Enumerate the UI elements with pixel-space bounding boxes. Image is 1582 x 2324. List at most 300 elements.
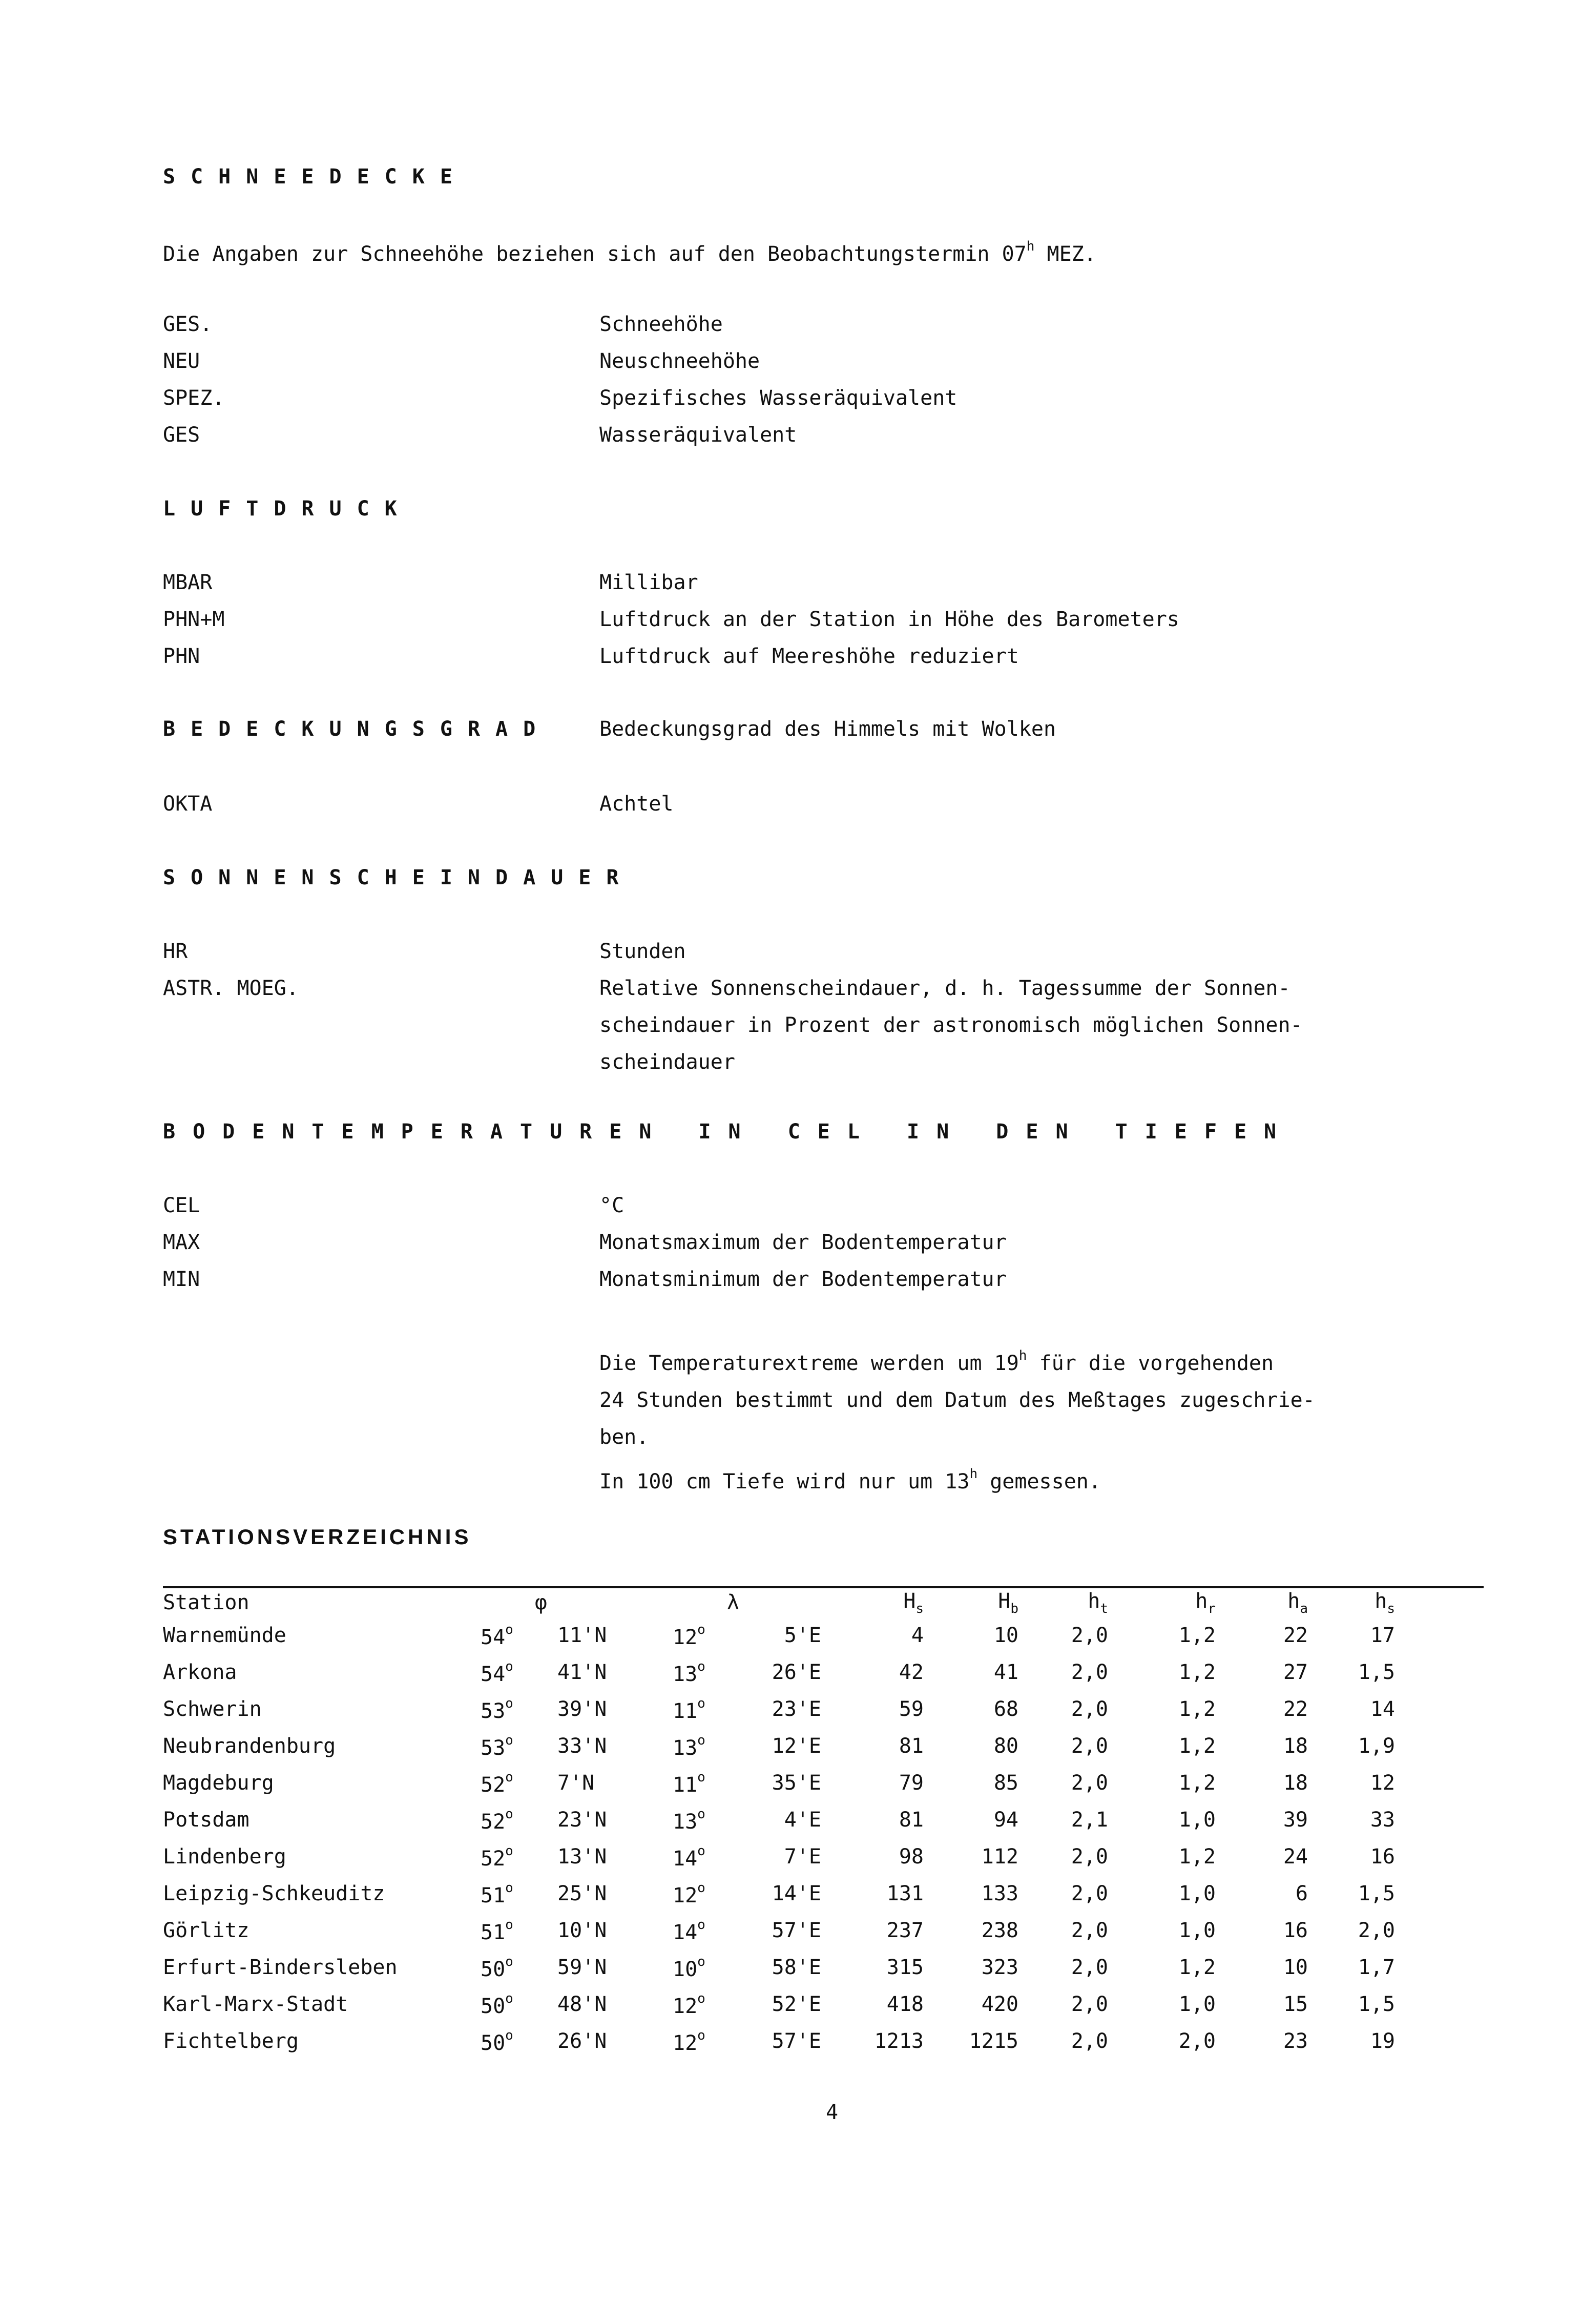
latitude-degrees <box>481 1801 557 1838</box>
header-base: h <box>1088 1589 1100 1613</box>
barometer-height-value: 85 <box>993 1771 1018 1795</box>
longitude-degrees-value: 13 <box>673 1810 698 1834</box>
table-row <box>163 1838 1395 1875</box>
station-height <box>821 1912 924 1949</box>
station-name-value: Potsdam <box>163 1808 249 1832</box>
anemometer-height-value: 15 <box>1283 1993 1308 2016</box>
degree-symbol: o <box>505 1769 513 1785</box>
schneedecke-note-sup: h <box>1026 239 1035 254</box>
thermometer-height-value: 2,0 <box>1071 2029 1108 2053</box>
table-row <box>163 1617 1395 1654</box>
latitude-degrees <box>481 1838 557 1875</box>
col-hs2-header <box>1308 1588 1395 1617</box>
note-text: In 100 cm Tiefe wird nur um 13 <box>599 1470 970 1493</box>
thermometer-height-value: 2,0 <box>1071 1993 1108 2016</box>
longitude-minutes <box>739 1691 821 1728</box>
thermometer-height-value: 2,0 <box>1071 1697 1108 1721</box>
station-height-value: 4 <box>911 1624 924 1647</box>
station-name <box>163 1949 481 1986</box>
longitude-degrees-value: 12 <box>673 1883 698 1907</box>
note-sup: h <box>1018 1348 1027 1363</box>
table-row <box>163 1691 1395 1728</box>
anemometer-height <box>1216 1617 1308 1654</box>
thermometer-height-value: 2,0 <box>1071 1771 1108 1795</box>
station-height <box>821 1801 924 1838</box>
station-name <box>163 1728 481 1765</box>
barometer-height <box>924 1801 1018 1838</box>
degree-symbol: o <box>697 1990 705 2006</box>
definition-value: Monatsminimum der Bodentemperatur <box>599 1268 1007 1291</box>
definition-value: Stunden <box>599 940 686 963</box>
col-phi-spacer <box>557 1588 673 1617</box>
longitude-degrees-value: 11 <box>673 1699 698 1723</box>
latitude-degrees-value: 50 <box>481 2031 506 2055</box>
latitude-degrees <box>481 1986 557 2023</box>
station-height-value: 131 <box>886 1882 924 1905</box>
degree-symbol: o <box>505 1843 513 1859</box>
latitude-degrees <box>481 1765 557 1801</box>
thermometer-height <box>1018 1728 1108 1765</box>
degree-symbol: o <box>697 1622 705 1637</box>
anemometer-height <box>1216 1949 1308 1986</box>
longitude-minutes <box>739 1765 821 1801</box>
definition-key: PHN+M <box>163 608 225 631</box>
station-height <box>821 1617 924 1654</box>
header-base: H <box>903 1589 916 1613</box>
note-line: ben. <box>599 1425 649 1449</box>
longitude-degrees <box>673 1875 739 1912</box>
header-sub: a <box>1300 1601 1308 1616</box>
longitude-degrees <box>673 2023 739 2060</box>
station-height <box>821 1986 924 2023</box>
station-height-value: 79 <box>899 1771 924 1795</box>
rain-gauge-height-value: 1,2 <box>1178 1661 1216 1684</box>
station-name <box>163 2023 481 2060</box>
barometer-height <box>924 1912 1018 1949</box>
latitude-minutes-value: 11'N <box>557 1624 607 1647</box>
thermometer-height-value: 2,0 <box>1071 1956 1108 1979</box>
col-hr-header <box>1108 1588 1216 1617</box>
latitude-degrees <box>481 1949 557 1986</box>
station-height-value: 42 <box>899 1661 924 1684</box>
longitude-minutes <box>739 1949 821 1986</box>
station-height-value: 237 <box>886 1919 924 1942</box>
anemometer-height-value: 10 <box>1283 1956 1308 1979</box>
station-name <box>163 1838 481 1875</box>
definition-key: OKTA <box>163 792 213 816</box>
longitude-degrees-value: 13 <box>673 1662 698 1686</box>
anemometer-height <box>1216 1838 1308 1875</box>
note-line <box>599 1456 1315 1500</box>
longitude-degrees-value: 13 <box>673 1736 698 1760</box>
station-height-value: 418 <box>886 1993 924 2016</box>
station-height <box>821 1949 924 1986</box>
anemometer-height-value: 24 <box>1283 1845 1308 1869</box>
definition-value: Millibar <box>599 571 698 594</box>
table-row <box>163 1949 1395 1986</box>
sunshine-recorder-height <box>1308 1728 1395 1765</box>
degree-symbol: o <box>697 1658 705 1674</box>
col-ht-header <box>1018 1588 1108 1617</box>
barometer-height <box>924 1875 1018 1912</box>
latitude-degrees <box>481 1691 557 1728</box>
degree-symbol: o <box>697 1843 705 1859</box>
station-table-body <box>163 1617 1395 2060</box>
latitude-minutes <box>557 1617 673 1654</box>
station-height-value: 81 <box>899 1734 924 1758</box>
barometer-height-value: 10 <box>993 1624 1018 1647</box>
station-name <box>163 1912 481 1949</box>
anemometer-height-value: 22 <box>1283 1624 1308 1647</box>
latitude-degrees-value: 50 <box>481 1957 506 1981</box>
barometer-height-value: 133 <box>981 1882 1018 1905</box>
bodentemperaturen-note <box>599 1337 1315 1500</box>
degree-symbol: o <box>697 1769 705 1785</box>
latitude-minutes <box>557 1691 673 1728</box>
barometer-height <box>924 1838 1018 1875</box>
note-sup: h <box>969 1466 978 1482</box>
schneedecke-note <box>163 239 1096 266</box>
longitude-minutes-value: 57'E <box>772 1919 821 1942</box>
barometer-height-value: 41 <box>993 1661 1018 1684</box>
degree-symbol: o <box>697 1806 705 1822</box>
longitude-minutes <box>739 1654 821 1691</box>
barometer-height <box>924 1765 1018 1801</box>
anemometer-height-value: 6 <box>1295 1882 1308 1905</box>
latitude-degrees <box>481 1728 557 1765</box>
longitude-degrees <box>673 1912 739 1949</box>
station-height <box>821 1728 924 1765</box>
station-name-value: Fichtelberg <box>163 2029 299 2053</box>
latitude-degrees-value: 50 <box>481 1994 506 2018</box>
rain-gauge-height <box>1108 1986 1216 2023</box>
longitude-minutes-value: 12'E <box>772 1734 821 1758</box>
longitude-minutes-value: 7'E <box>784 1845 821 1869</box>
section-title-stationsverzeichnis: STATIONSVERZEICHNIS <box>163 1525 472 1549</box>
degree-symbol: o <box>505 2027 513 2043</box>
degree-symbol: o <box>505 1622 513 1637</box>
rain-gauge-height-value: 2,0 <box>1178 2029 1216 2053</box>
sunshine-recorder-height <box>1308 1949 1395 1986</box>
degree-symbol: o <box>505 1917 513 1933</box>
rain-gauge-height-value: 1,2 <box>1178 1734 1216 1758</box>
station-name-value: Schwerin <box>163 1697 262 1721</box>
section-title-schneedecke: SCHNEEDECKE <box>163 165 468 189</box>
latitude-degrees-value: 52 <box>481 1810 506 1834</box>
latitude-degrees-value: 54 <box>481 1662 506 1686</box>
table-row <box>163 2023 1395 2060</box>
barometer-height-value: 94 <box>993 1808 1018 1832</box>
longitude-minutes-value: 23'E <box>772 1697 821 1721</box>
thermometer-height-value: 2,0 <box>1071 1624 1108 1647</box>
station-height <box>821 1765 924 1801</box>
anemometer-height <box>1216 1654 1308 1691</box>
sunshine-recorder-height <box>1308 1801 1395 1838</box>
latitude-minutes <box>557 1875 673 1912</box>
col-lambda-header: λ <box>726 1591 739 1614</box>
definition-key: GES. <box>163 313 213 336</box>
sunshine-recorder-height <box>1308 1912 1395 1949</box>
latitude-degrees-value: 54 <box>481 1625 506 1649</box>
definition-key: GES <box>163 423 200 447</box>
anemometer-height-value: 23 <box>1283 2029 1308 2053</box>
barometer-height <box>924 1691 1018 1728</box>
definition-value: Neuschneehöhe <box>599 349 760 373</box>
longitude-minutes-value: 58'E <box>772 1956 821 1979</box>
station-height <box>821 1691 924 1728</box>
definition-key: MAX <box>163 1231 200 1254</box>
station-name-value: Warnemünde <box>163 1624 286 1647</box>
latitude-minutes-value: 10'N <box>557 1919 607 1942</box>
rain-gauge-height-value: 1,2 <box>1178 1624 1216 1647</box>
latitude-minutes-value: 26'N <box>557 2029 607 2053</box>
sunshine-recorder-height-value: 1,5 <box>1358 1661 1395 1684</box>
latitude-minutes <box>557 1765 673 1801</box>
rain-gauge-height <box>1108 1728 1216 1765</box>
table-row <box>163 1654 1395 1691</box>
longitude-minutes-value: 4'E <box>784 1808 821 1832</box>
page-number: 4 <box>826 2101 839 2124</box>
latitude-degrees <box>481 1617 557 1654</box>
latitude-minutes-value: 39'N <box>557 1697 607 1721</box>
barometer-height <box>924 2023 1018 2060</box>
sunshine-recorder-height-value: 14 <box>1370 1697 1395 1721</box>
station-height-value: 1213 <box>874 2029 924 2053</box>
definition-value: Relative Sonnenscheindauer, d. h. Tagessumme der Sonnen- <box>599 977 1290 1000</box>
longitude-minutes <box>739 1986 821 2023</box>
header-sub: r <box>1208 1601 1216 1616</box>
thermometer-height-value: 2,0 <box>1071 1882 1108 1905</box>
header-sub: s <box>915 1601 924 1616</box>
station-name-value: Neubrandenburg <box>163 1734 336 1758</box>
rain-gauge-height <box>1108 1875 1216 1912</box>
thermometer-height <box>1018 1838 1108 1875</box>
latitude-minutes-value: 7'N <box>557 1771 595 1795</box>
degree-symbol: o <box>697 1695 705 1711</box>
station-name <box>163 1654 481 1691</box>
station-name <box>163 1875 481 1912</box>
sunshine-recorder-height <box>1308 1875 1395 1912</box>
barometer-height <box>924 1986 1018 2023</box>
rain-gauge-height <box>1108 1691 1216 1728</box>
definition-key: PHN <box>163 645 200 668</box>
longitude-minutes <box>739 2023 821 2060</box>
rain-gauge-height-value: 1,0 <box>1178 1882 1216 1905</box>
thermometer-height <box>1018 1801 1108 1838</box>
anemometer-height-value: 18 <box>1283 1771 1308 1795</box>
longitude-degrees <box>673 1801 739 1838</box>
rain-gauge-height <box>1108 1765 1216 1801</box>
station-name-value: Karl-Marx-Stadt <box>163 1993 348 2016</box>
thermometer-height-value: 2,0 <box>1071 1661 1108 1684</box>
note-text: für die vorgehenden <box>1027 1352 1274 1375</box>
section-title-sonnenscheindauer: SONNENSCHEINDAUER <box>163 866 634 889</box>
longitude-minutes-value: 52'E <box>772 1993 821 2016</box>
sunshine-recorder-height-value: 16 <box>1370 1845 1395 1869</box>
table-row <box>163 1875 1395 1912</box>
latitude-minutes <box>557 1838 673 1875</box>
definition-value-continued: scheindauer in Prozent der astronomisch möglichen Sonnen- <box>599 1013 1303 1037</box>
longitude-minutes-value: 14'E <box>772 1882 821 1905</box>
degree-symbol: o <box>505 1990 513 2006</box>
thermometer-height <box>1018 1691 1108 1728</box>
longitude-minutes <box>739 1875 821 1912</box>
sunshine-recorder-height-value: 1,5 <box>1358 1882 1395 1905</box>
note-text: Die Temperaturextreme werden um 19 <box>599 1352 1019 1375</box>
barometer-height <box>924 1949 1018 1986</box>
anemometer-height-value: 16 <box>1283 1919 1308 1942</box>
col-station-header: Station <box>163 1591 249 1614</box>
sunshine-recorder-height <box>1308 1617 1395 1654</box>
longitude-degrees-value: 11 <box>673 1773 698 1797</box>
sunshine-recorder-height-value: 33 <box>1370 1808 1395 1832</box>
header-sub: t <box>1100 1601 1108 1616</box>
sunshine-recorder-height-value: 1,5 <box>1358 1993 1395 2016</box>
degree-symbol: o <box>505 1954 513 1969</box>
sunshine-recorder-height-value: 1,7 <box>1358 1956 1395 1979</box>
station-height-value: 59 <box>899 1697 924 1721</box>
definition-key: CEL <box>163 1194 200 1217</box>
station-name <box>163 1765 481 1801</box>
latitude-degrees <box>481 2023 557 2060</box>
section-title-bedeckungsgrad: BEDECKUNGSGRAD <box>163 717 551 741</box>
station-height <box>821 1654 924 1691</box>
note-line: 24 Stunden bestimmt und dem Datum des Meßtages zugeschrie- <box>599 1388 1315 1412</box>
sunshine-recorder-height-value: 2,0 <box>1358 1919 1395 1942</box>
latitude-minutes <box>557 1728 673 1765</box>
rain-gauge-height <box>1108 1838 1216 1875</box>
degree-symbol: o <box>697 1880 705 1896</box>
col-hs-header <box>821 1588 924 1617</box>
latitude-minutes-value: 59'N <box>557 1956 607 1979</box>
rain-gauge-height <box>1108 1949 1216 1986</box>
section-title-bodentemperaturen: BODENTEMPERATUREN IN CEL IN DEN TIEFEN <box>163 1120 1294 1144</box>
rain-gauge-height-value: 1,0 <box>1178 1808 1216 1832</box>
definition-value: Luftdruck auf Meereshöhe reduziert <box>599 645 1019 668</box>
degree-symbol: o <box>505 1880 513 1896</box>
anemometer-height <box>1216 1875 1308 1912</box>
sunshine-recorder-height <box>1308 1691 1395 1728</box>
degree-symbol: o <box>505 1658 513 1674</box>
note-text: gemessen. <box>977 1470 1101 1493</box>
barometer-height-value: 68 <box>993 1697 1018 1721</box>
anemometer-height-value: 18 <box>1283 1734 1308 1758</box>
bedeckungsgrad-desc: Bedeckungsgrad des Himmels mit Wolken <box>599 717 1056 741</box>
barometer-height <box>924 1728 1018 1765</box>
degree-symbol: o <box>697 1954 705 1969</box>
definition-value: Spezifisches Wasseräquivalent <box>599 386 957 410</box>
barometer-height-value: 80 <box>993 1734 1018 1758</box>
degree-symbol: o <box>505 1806 513 1822</box>
note-line <box>599 1337 1315 1382</box>
definition-value: Monatsmaximum der Bodentemperatur <box>599 1231 1007 1254</box>
anemometer-height-value: 27 <box>1283 1661 1308 1684</box>
thermometer-height-value: 2,0 <box>1071 1919 1108 1942</box>
table-row <box>163 1728 1395 1765</box>
latitude-minutes <box>557 1654 673 1691</box>
thermometer-height <box>1018 1949 1108 1986</box>
longitude-degrees <box>673 1728 739 1765</box>
barometer-height <box>924 1654 1018 1691</box>
sunshine-recorder-height-value: 12 <box>1370 1771 1395 1795</box>
rain-gauge-height-value: 1,2 <box>1178 1845 1216 1869</box>
station-height-value: 81 <box>899 1808 924 1832</box>
definition-value: °C <box>599 1194 625 1217</box>
barometer-height-value: 112 <box>981 1845 1018 1869</box>
schneedecke-note-tail: MEZ. <box>1034 242 1096 266</box>
rain-gauge-height-value: 1,2 <box>1178 1956 1216 1979</box>
latitude-minutes-value: 25'N <box>557 1882 607 1905</box>
barometer-height-value: 420 <box>981 1993 1018 2016</box>
longitude-degrees <box>673 1949 739 1986</box>
definition-value: Schneehöhe <box>599 313 723 336</box>
degree-symbol: o <box>697 1732 705 1748</box>
longitude-degrees <box>673 1765 739 1801</box>
sunshine-recorder-height-value: 19 <box>1370 2029 1395 2053</box>
rain-gauge-height <box>1108 2023 1216 2060</box>
thermometer-height-value: 2,0 <box>1071 1734 1108 1758</box>
latitude-degrees <box>481 1654 557 1691</box>
latitude-degrees-value: 53 <box>481 1736 506 1760</box>
station-table <box>163 1588 1395 2060</box>
definition-key: MIN <box>163 1268 200 1291</box>
col-phi-header: φ <box>534 1591 547 1614</box>
rain-gauge-height <box>1108 1912 1216 1949</box>
degree-symbol: o <box>697 1917 705 1933</box>
longitude-minutes-value: 5'E <box>784 1624 821 1647</box>
longitude-degrees <box>673 1691 739 1728</box>
longitude-minutes <box>739 1801 821 1838</box>
barometer-height-value: 323 <box>981 1956 1018 1979</box>
col-hb-header <box>924 1588 1018 1617</box>
station-height <box>821 1838 924 1875</box>
sunshine-recorder-height <box>1308 1765 1395 1801</box>
latitude-degrees-value: 51 <box>481 1883 506 1907</box>
anemometer-height <box>1216 1765 1308 1801</box>
table-row <box>163 1765 1395 1801</box>
station-name-value: Erfurt-Bindersleben <box>163 1956 398 1979</box>
header-base: h <box>1287 1589 1300 1613</box>
degree-symbol: o <box>697 2027 705 2043</box>
longitude-degrees-value: 12 <box>673 2031 698 2055</box>
col-ha-header <box>1216 1588 1308 1617</box>
latitude-degrees-value: 52 <box>481 1773 506 1797</box>
longitude-degrees <box>673 1617 739 1654</box>
section-title-luftdruck: LUFTDRUCK <box>163 497 412 521</box>
anemometer-height <box>1216 2023 1308 2060</box>
station-name-value: Arkona <box>163 1661 237 1684</box>
thermometer-height <box>1018 1617 1108 1654</box>
barometer-height-value: 1215 <box>969 2029 1018 2053</box>
longitude-minutes-value: 57'E <box>772 2029 821 2053</box>
rain-gauge-height <box>1108 1801 1216 1838</box>
station-name-value: Magdeburg <box>163 1771 274 1795</box>
station-name-value: Görlitz <box>163 1919 249 1942</box>
anemometer-height <box>1216 1728 1308 1765</box>
col-lambda-spacer <box>739 1588 821 1617</box>
latitude-minutes <box>557 1801 673 1838</box>
thermometer-height-value: 2,1 <box>1071 1808 1108 1832</box>
latitude-minutes-value: 23'N <box>557 1808 607 1832</box>
sunshine-recorder-height <box>1308 2023 1395 2060</box>
degree-symbol: o <box>505 1732 513 1748</box>
rain-gauge-height-value: 1,0 <box>1178 1993 1216 2016</box>
definition-value: Wasseräquivalent <box>599 423 797 447</box>
station-name <box>163 1691 481 1728</box>
rain-gauge-height <box>1108 1617 1216 1654</box>
table-header-row <box>163 1588 1395 1617</box>
latitude-minutes <box>557 1949 673 1986</box>
